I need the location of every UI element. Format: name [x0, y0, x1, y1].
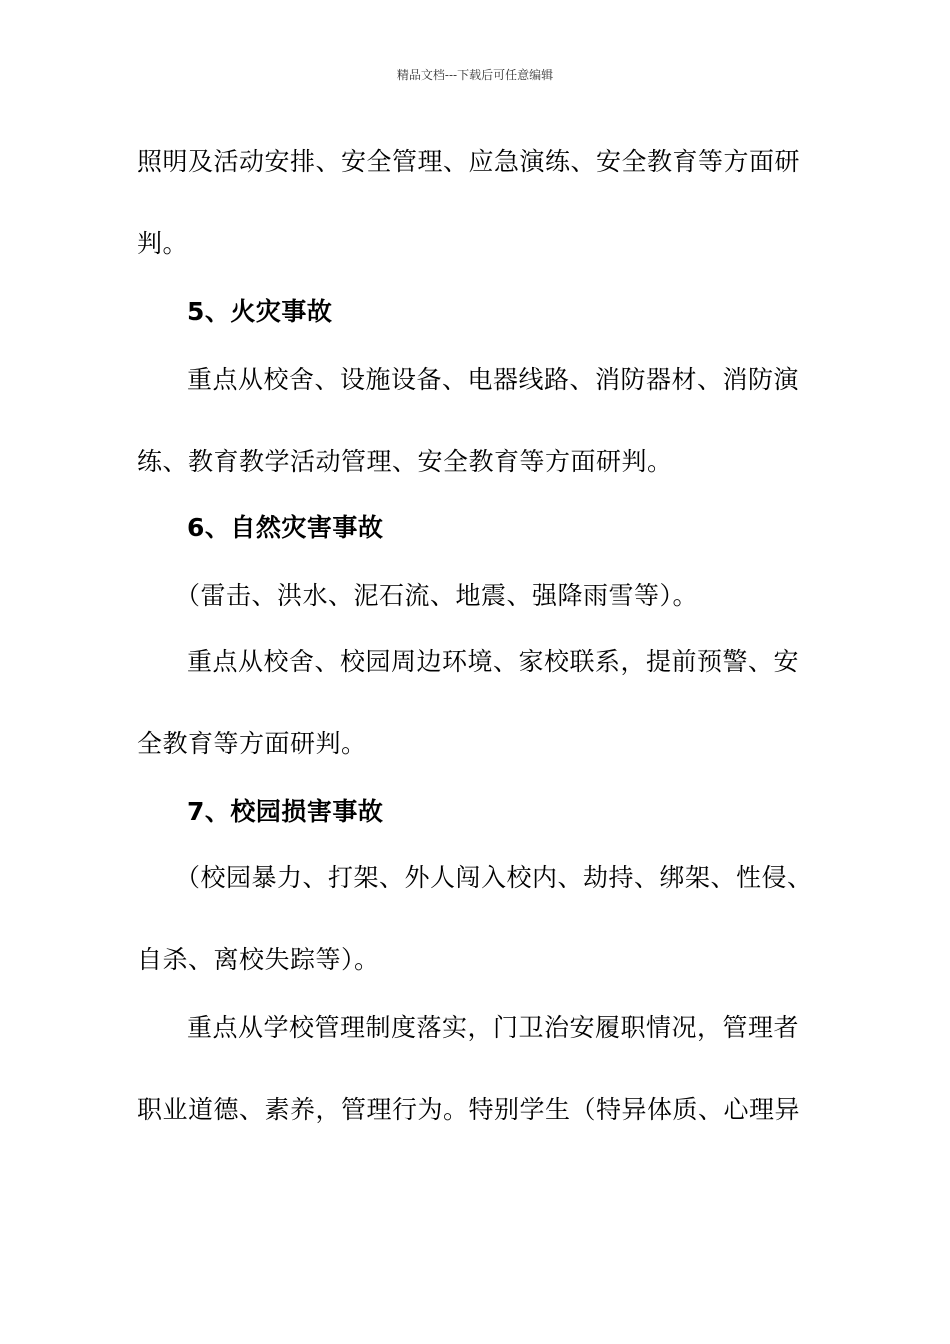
body-line-9: 自杀、离校失踪等）。	[137, 945, 380, 974]
body-line-7: 全教育等方面研判。	[137, 729, 367, 758]
body-line-11: 职业道德、素养，管理行为。特别学生（特异体质、心理异	[137, 1095, 801, 1124]
body-line-10: 重点从学校管理制度落实，门卫治安履职情况，管理者	[187, 1013, 800, 1042]
section-heading-7: 7、校园损害事故	[187, 797, 384, 826]
page-header: 精品文档---下载后可任意编辑	[396, 68, 554, 82]
body-line-2: 判。	[137, 229, 189, 258]
body-line-5: （雷击、洪水、泥石流、地震、强降雨雪等）。	[175, 581, 699, 610]
section-heading-6: 6、自然灾害事故	[187, 513, 384, 542]
body-line-4: 练、教育教学活动管理、安全教育等方面研判。	[137, 447, 673, 476]
body-line-6: 重点从校舍、校园周边环境、家校联系，提前预警、安	[187, 647, 800, 676]
body-line-3: 重点从校舍、设施设备、电器线路、消防器材、消防演	[187, 365, 800, 394]
body-line-1: 照明及活动安排、安全管理、应急演练、安全教育等方面研	[137, 147, 801, 176]
section-heading-5: 5、火灾事故	[187, 297, 333, 326]
body-line-8: （校园暴力、打架、外人闯入校内、劫持、绑架、性侵、	[175, 863, 813, 892]
